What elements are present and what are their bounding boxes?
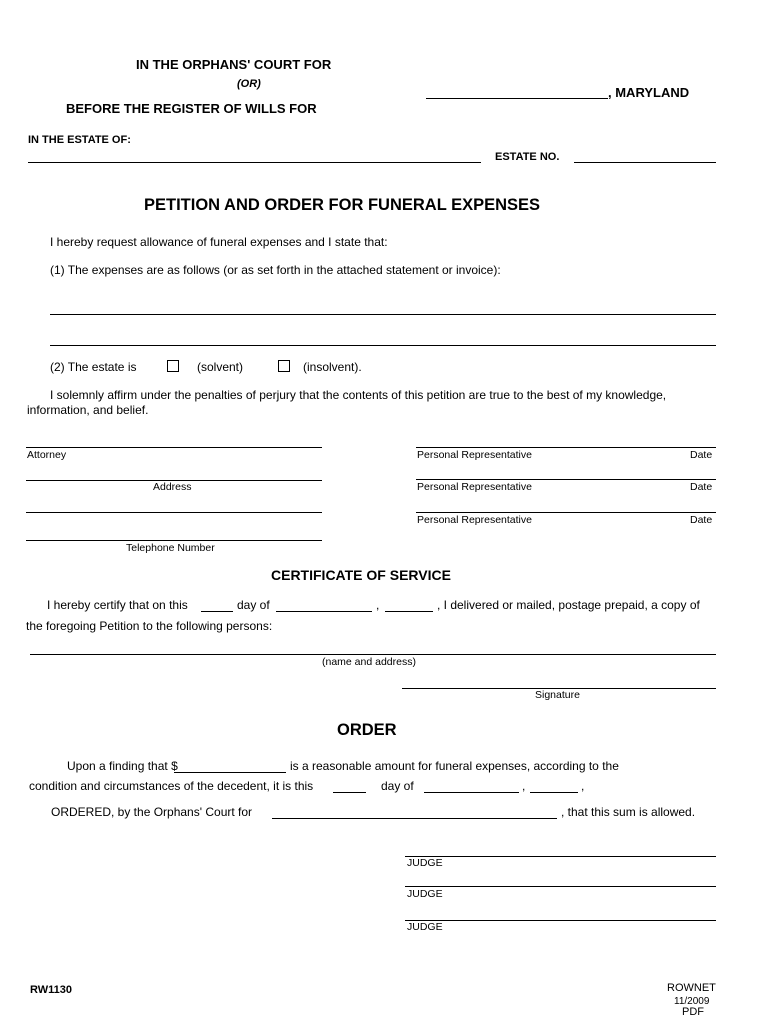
estate-name-blank[interactable] (28, 162, 481, 163)
maryland-label: , MARYLAND (608, 85, 690, 100)
certificate-heading: CERTIFICATE OF SERVICE (271, 567, 451, 583)
order-text-b: is a reasonable amount for funeral expenses, according to the (290, 759, 619, 773)
county-blank[interactable] (426, 98, 608, 99)
judge-label-1: JUDGE (407, 857, 443, 869)
insolvent-checkbox[interactable] (278, 360, 290, 372)
rownet-label: ROWNET (667, 982, 716, 994)
solvent-checkbox[interactable] (167, 360, 179, 372)
expenses-line-1[interactable] (50, 314, 716, 315)
judge-label-3: JUDGE (407, 921, 443, 933)
order-text-c: condition and circumstances of the decedent, it is this (29, 779, 314, 793)
personal-rep-label-2: Personal Representative (417, 481, 532, 493)
judge-label-2: JUDGE (407, 888, 443, 900)
amount-blank[interactable] (174, 772, 286, 773)
estate-of-label: IN THE ESTATE OF: (28, 134, 131, 146)
order-year-blank[interactable] (530, 792, 578, 793)
address-line-2[interactable] (26, 512, 322, 513)
court-heading-line2: BEFORE THE REGISTER OF WILLS FOR (66, 101, 317, 116)
personal-rep-line-3[interactable] (416, 512, 716, 513)
personal-rep-label-3: Personal Representative (417, 514, 532, 526)
telephone-line[interactable] (26, 540, 322, 541)
form-number: RW1130 (30, 984, 72, 996)
expenses-line-2[interactable] (50, 345, 716, 346)
affirmation-line-1: I solemnly affirm under the penalties of perjury that the contents of this petition are true to the best of my knowledge, (50, 388, 667, 402)
estate-no-blank[interactable] (574, 162, 716, 163)
petition-item-1: (1) The expenses are as follows (or as set forth in the attached statement or invoice): (50, 263, 501, 277)
order-day-blank[interactable] (333, 792, 366, 793)
certificate-text-b: day of (237, 598, 270, 612)
order-text-a: Upon a finding that $ (67, 759, 178, 773)
order-comma-2: , (581, 779, 585, 793)
order-text-d: day of (381, 779, 414, 793)
page-title: PETITION AND ORDER FOR FUNERAL EXPENSES (144, 196, 541, 214)
attorney-signature-line[interactable] (26, 447, 322, 448)
name-address-label: (name and address) (322, 656, 416, 668)
service-recipients-line[interactable] (30, 654, 716, 655)
address-label: Address (153, 481, 192, 493)
personal-rep-line-1[interactable] (416, 447, 716, 448)
certificate-month-blank[interactable] (276, 611, 372, 612)
judge-signature-line-1[interactable] (405, 856, 716, 857)
personal-rep-line-2[interactable] (416, 479, 716, 480)
orphans-court-county-blank[interactable] (272, 818, 557, 819)
petition-intro: I hereby request allowance of funeral expenses and I state that: (50, 235, 388, 249)
date-label-1: Date (690, 449, 713, 461)
date-label-2: Date (690, 481, 713, 493)
order-text-e: ORDERED, by the Orphans' Court for (51, 805, 253, 819)
solvent-label: (solvent) (197, 360, 244, 374)
telephone-label: Telephone Number (126, 542, 215, 554)
judge-signature-line-3[interactable] (405, 920, 716, 921)
order-text-f: , that this sum is allowed. (561, 805, 696, 819)
attorney-label: Attorney (27, 449, 67, 461)
certificate-year-blank[interactable] (385, 611, 433, 612)
judge-signature-line-2[interactable] (405, 886, 716, 887)
certificate-text-a: I hereby certify that on this (47, 598, 188, 612)
revision-date: 11/2009 (674, 996, 710, 1007)
certificate-day-blank[interactable] (201, 611, 233, 612)
certificate-text-d: , I delivered or mailed, postage prepaid, a copy of (437, 598, 700, 612)
order-heading: ORDER (337, 721, 397, 739)
insolvent-label: (insolvent). (303, 360, 362, 374)
or-label: (OR) (237, 78, 261, 90)
estate-no-label: ESTATE NO. (495, 151, 560, 163)
petition-item-2: (2) The estate is (50, 360, 137, 374)
personal-rep-label-1: Personal Representative (417, 449, 532, 461)
certificate-comma: , (376, 598, 380, 612)
affirmation-line-2: information, and belief. (27, 403, 149, 417)
order-comma-1: , (522, 779, 526, 793)
certificate-signature-label: Signature (535, 689, 580, 701)
date-label-3: Date (690, 514, 713, 526)
court-heading-line1: IN THE ORPHANS' COURT FOR (136, 57, 332, 72)
pdf-label: PDF (682, 1006, 704, 1018)
order-month-blank[interactable] (424, 792, 519, 793)
certificate-text-2: the foregoing Petition to the following persons: (26, 619, 273, 633)
